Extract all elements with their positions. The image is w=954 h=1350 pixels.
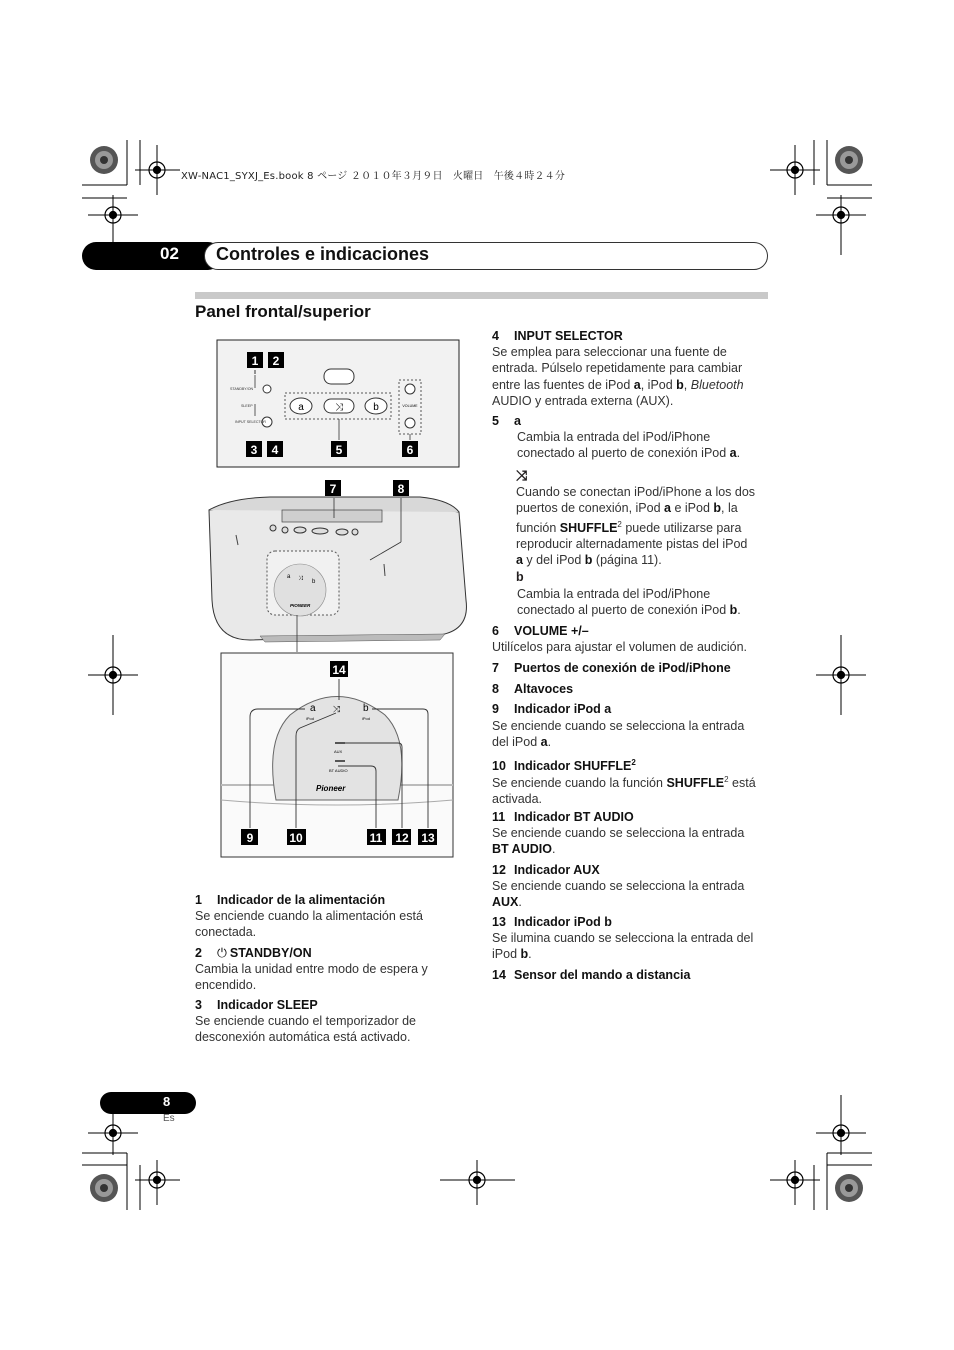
volume-up-icon bbox=[405, 384, 415, 394]
svg-text:⤨: ⤨ bbox=[298, 576, 303, 582]
svg-text:b: b bbox=[373, 402, 379, 413]
callout-9: 9 bbox=[246, 831, 254, 845]
power-icon: ⏻ bbox=[217, 946, 227, 960]
item-5-heading: 5 a bbox=[492, 414, 521, 428]
print-header: XW-NAC1_SYXJ_Es.book 8 ページ ２０１０年３月９日 火曜日 午後４時２４分 bbox=[181, 171, 566, 182]
item-5a-body: Cambia la entrada del iPod/iPhone conectado al puerto de conexión iPod a. bbox=[517, 430, 741, 461]
standby-label: STANDBY/ON bbox=[230, 387, 254, 391]
chapter-number: 02 bbox=[160, 244, 179, 263]
section-rule bbox=[195, 292, 768, 299]
item-12-body: Se enciende cuando se selecciona la entrada AUX. bbox=[492, 879, 745, 910]
page-number-pill bbox=[100, 1092, 196, 1114]
item-8-heading: 8 Altavoces bbox=[492, 682, 574, 696]
svg-text:a: a bbox=[310, 703, 316, 714]
svg-text:VOLUME: VOLUME bbox=[402, 404, 418, 408]
svg-text:a: a bbox=[287, 574, 291, 580]
svg-text:PIONEER: PIONEER bbox=[290, 603, 311, 608]
callout-4: 4 bbox=[271, 443, 279, 457]
svg-text:⤨: ⤨ bbox=[335, 402, 343, 413]
item-5-shuffle-body: Cuando se conectan iPod/iPhone a los dos puertos de conexión, iPod a e iPod b, la función SHUFFLE$^2$ puede utilizarse para reproducir alternadamente pistas del iPod a y del iPod b (página 11). bbox=[516, 485, 756, 568]
callout-1: 1 bbox=[251, 354, 259, 368]
item-9-heading: 9 Indicador iPod a bbox=[492, 702, 612, 716]
item-11-heading: 11 Indicador BT AUDIO bbox=[492, 810, 634, 824]
item-9-body: Se enciende cuando se selecciona la entrada del iPod a. bbox=[492, 719, 745, 750]
display-window bbox=[324, 369, 354, 384]
item-3-body: Se enciende cuando el temporizador de desconexión automática está activado. bbox=[195, 1014, 416, 1045]
item-13-body: Se ilumina cuando se selecciona la entrada del iPod b. bbox=[492, 931, 754, 962]
svg-text:Pioneer: Pioneer bbox=[316, 784, 346, 793]
item-7-heading: 7 Puertos de conexión de iPod/iPhone bbox=[492, 661, 731, 675]
svg-text:iPod: iPod bbox=[362, 716, 371, 721]
chapter-number-pill bbox=[82, 242, 222, 270]
item-11-body: Se enciende cuando se selecciona la entrada BT AUDIO. bbox=[492, 826, 745, 857]
svg-text:b: b bbox=[363, 703, 369, 714]
shuffle-icon: ⤨ bbox=[516, 467, 528, 483]
volume-down-icon bbox=[405, 418, 415, 428]
item-1-heading: 1 Indicador de la alimentación bbox=[195, 893, 386, 907]
item-14-heading: 14 Sensor del mando a distancia bbox=[492, 968, 691, 982]
svg-text:a: a bbox=[298, 402, 304, 413]
standby-button-icon bbox=[263, 385, 271, 393]
item-5b-body: Cambia la entrada del iPod/iPhone conectado al puerto de conexión iPod b. bbox=[517, 587, 741, 618]
callout-6: 6 bbox=[406, 443, 414, 457]
sleep-label: SLEEP bbox=[241, 404, 253, 408]
item-6-body: Utilícelos para ajustar el volumen de audición. bbox=[492, 640, 747, 654]
item-12-heading: 12 Indicador AUX bbox=[492, 863, 600, 877]
item-10-body: Se enciende cuando la función SHUFFLE$^2$ está activada. bbox=[492, 775, 756, 807]
input-selector-label: INPUT SELECTOR bbox=[235, 420, 267, 424]
callout-5: 5 bbox=[335, 443, 343, 457]
callout-11: 11 bbox=[369, 831, 383, 845]
item-10-heading: 10 Indicador SHUFFLE$^2$ bbox=[492, 758, 636, 774]
callout-10: 10 bbox=[289, 831, 303, 845]
item-2-heading: 2 ⏻ STANDBY/ON bbox=[195, 946, 312, 960]
page-number: 8 bbox=[163, 1094, 171, 1109]
callout-8: 8 bbox=[397, 482, 405, 496]
svg-text:iPod: iPod bbox=[306, 716, 315, 721]
item-1-body: Se enciende cuando la alimentación está conectada. bbox=[195, 909, 423, 940]
section-title: Panel frontal/superior bbox=[195, 302, 371, 321]
svg-text:AUX: AUX bbox=[334, 749, 343, 754]
device-figure bbox=[200, 332, 490, 862]
item-6-heading: 6 VOLUME +/– bbox=[492, 624, 589, 638]
page-language: Es bbox=[163, 1113, 175, 1124]
item-13-heading: 13 Indicador iPod b bbox=[492, 915, 612, 929]
callout-7: 7 bbox=[329, 482, 337, 496]
svg-text:⤨: ⤨ bbox=[333, 704, 341, 714]
callout-13: 13 bbox=[421, 831, 435, 845]
item-4-body: Se emplea para seleccionar una fuente de entrada. Púlselo repetidamente para cambiar entre las fuentes de iPod a, iPod b, Bluetooth AUDIO y entrada externa (AUX). bbox=[492, 345, 744, 408]
callout-12: 12 bbox=[395, 831, 409, 845]
callout-3: 3 bbox=[250, 443, 258, 457]
svg-text:BT AUDIO: BT AUDIO bbox=[329, 768, 348, 773]
item-5b-label: b bbox=[516, 570, 524, 584]
callout-2: 2 bbox=[272, 354, 280, 368]
item-4-heading: 4 INPUT SELECTOR bbox=[492, 329, 623, 343]
chapter-title: Controles e indicaciones bbox=[216, 244, 430, 264]
callout-14: 14 bbox=[332, 663, 346, 677]
item-3-heading: 3 Indicador SLEEP bbox=[195, 998, 318, 1012]
svg-text:b: b bbox=[312, 579, 316, 585]
item-2-body: Cambia la unidad entre modo de espera y encendido. bbox=[195, 962, 428, 993]
